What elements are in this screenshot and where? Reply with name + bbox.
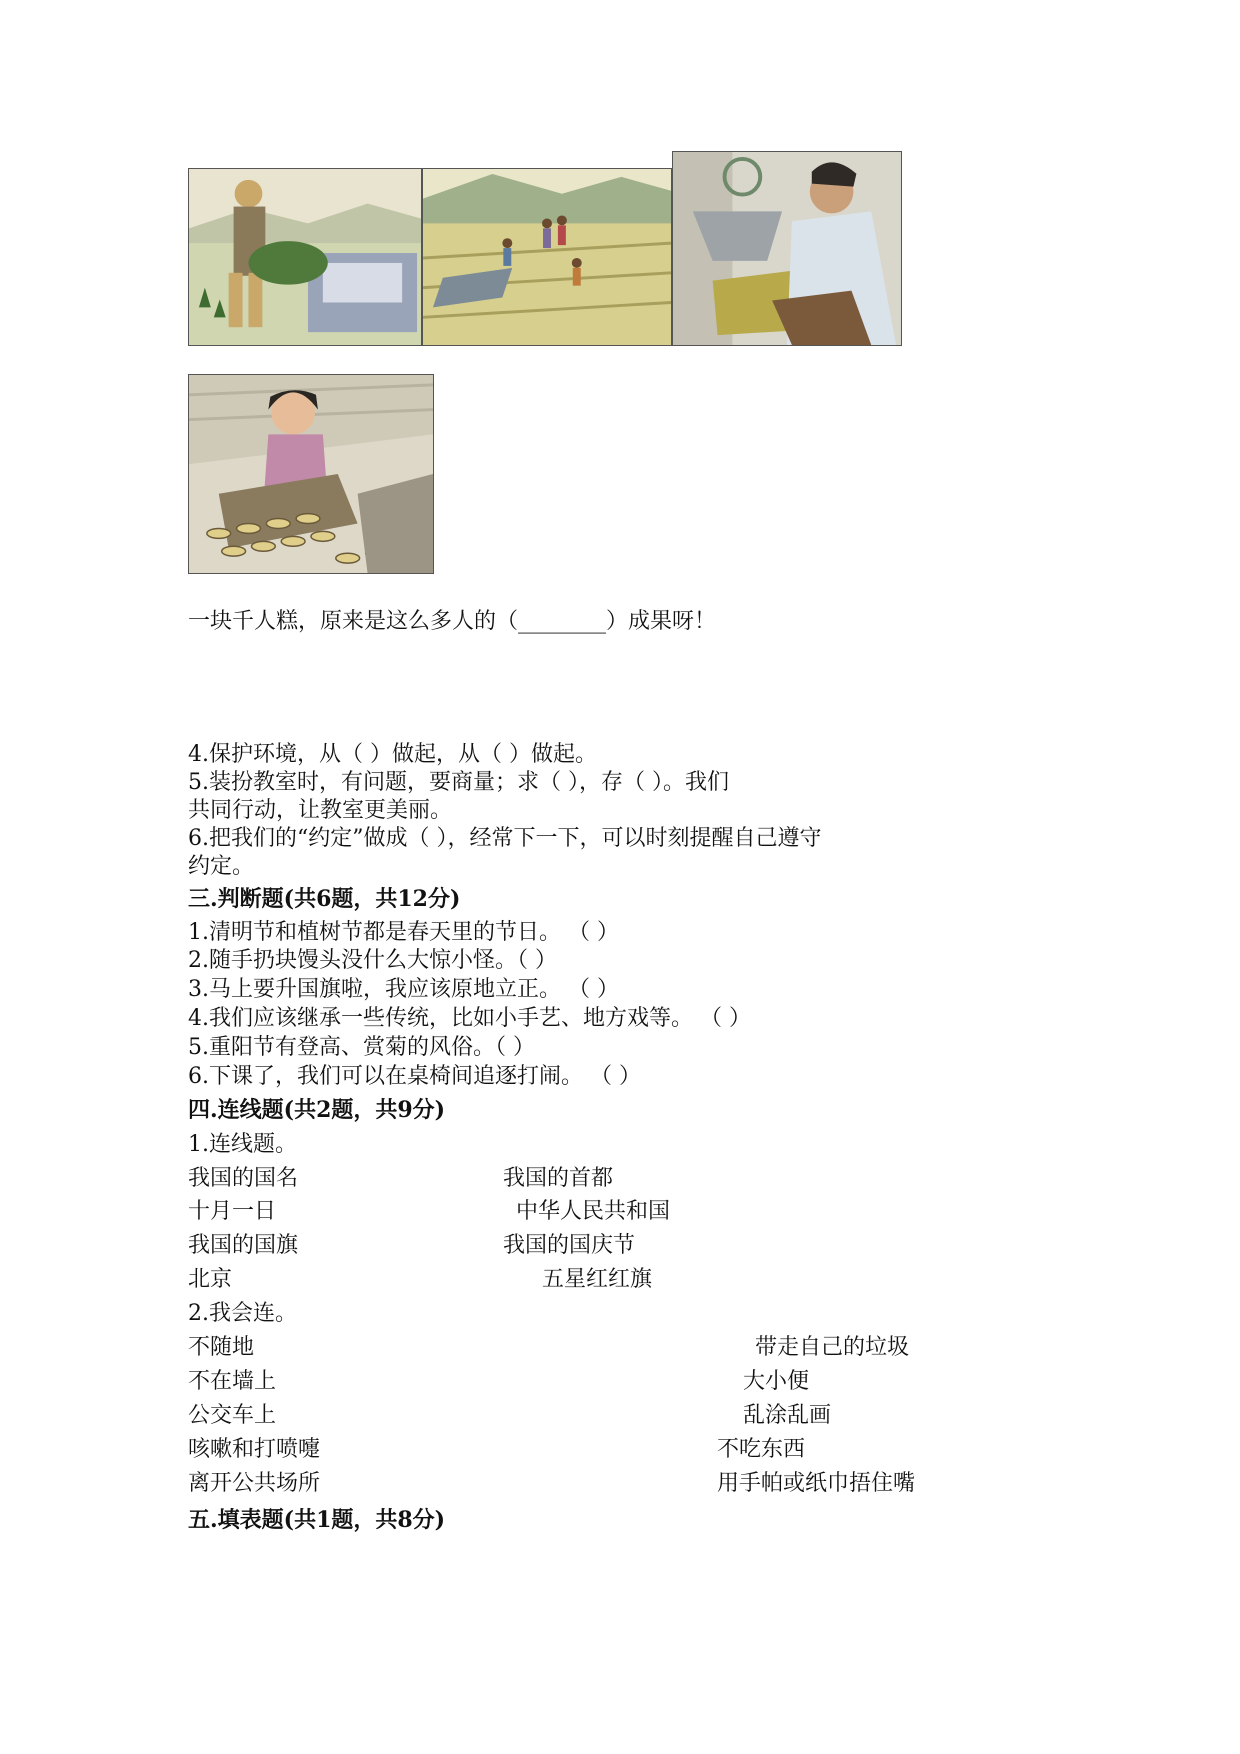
- matching-q1-right-4: 五星红红旗: [542, 1267, 653, 1292]
- judgment-item-5: 5.重阳节有登高、赏菊的风俗。（ ）: [188, 1035, 535, 1060]
- judgment-item-3: 3.马上要升国旗啦，我应该原地立正。 （ ）: [188, 977, 619, 1002]
- matching-q1-right-1: 我国的首都: [503, 1166, 614, 1191]
- illustration-field-workers: [422, 168, 672, 346]
- matching-q1-label: 1.连线题。: [188, 1132, 297, 1157]
- matching-q2-right-3: 乱涂乱画: [743, 1403, 832, 1428]
- matching-q2-right-5: 用手帕或纸巾捂住嘴: [717, 1471, 916, 1496]
- matching-q2-left-5: 离开公共场所: [188, 1471, 321, 1496]
- section-title-matching: 四.连线题(共2题，共9分): [188, 1097, 446, 1123]
- judgment-item-2: 2.随手扔块馒头没什么大惊小怪。（ ）: [188, 948, 557, 973]
- matching-q1-left-3: 我国的国旗: [188, 1233, 299, 1258]
- matching-q2-left-2: 不在墙上: [188, 1369, 277, 1394]
- matching-q1-right-3: 我国的国庆节: [503, 1233, 636, 1258]
- illustration-man-milling: [672, 151, 902, 346]
- judgment-item-6: 6.下课了，我们可以在桌椅间追逐打闹。 （ ）: [188, 1064, 641, 1089]
- fill-sentence: 一块千人糕，原来是这么多人的（________）成果呀！: [188, 609, 717, 634]
- matching-q1-right-2: 中华人民共和国: [516, 1199, 671, 1224]
- judgment-item-1: 1.清明节和植树节都是春天里的节日。 （ ）: [188, 920, 619, 945]
- matching-q2-left-4: 咳嗽和打喷嚏: [188, 1437, 321, 1462]
- fill-question-5: 5.装扮教室时，有问题，要商量；求（ ），存（ ）。我们: [188, 770, 729, 795]
- matching-q2-right-2: 大小便: [743, 1369, 810, 1394]
- fill-question-6: 6.把我们的“约定”做成（ ），经常下一下，可以时刻提醒自己遵守: [188, 826, 822, 851]
- fill-question-4: 4.保护环境，从（ ）做起，从（ ）做起。: [188, 742, 597, 767]
- section-title-table: 五.填表题(共1题，共8分): [188, 1507, 446, 1533]
- matching-q2-right-1: 带走自己的垃圾: [755, 1335, 910, 1360]
- judgment-item-4: 4.我们应该继承一些传统，比如小手艺、地方戏等。 （ ）: [188, 1006, 751, 1031]
- illustration-farmer-harvest: [188, 168, 422, 346]
- matching-q2-left-3: 公交车上: [188, 1403, 277, 1428]
- matching-q2-left-1: 不随地: [188, 1335, 255, 1360]
- matching-q2-label: 2.我会连。: [188, 1301, 297, 1326]
- section-title-judgment: 三.判断题(共6题，共12分): [188, 886, 461, 912]
- matching-q1-left-1: 我国的国名: [188, 1166, 299, 1191]
- matching-q1-left-2: 十月一日: [188, 1199, 277, 1224]
- matching-q2-right-4: 不吃东西: [717, 1437, 806, 1462]
- fill-question-6-cont: 约定。: [188, 854, 255, 879]
- fill-question-5-cont: 共同行动，让教室更美丽。: [188, 798, 453, 823]
- matching-q1-left-4: 北京: [188, 1267, 233, 1292]
- illustration-girl-steaming-cakes: [188, 374, 434, 574]
